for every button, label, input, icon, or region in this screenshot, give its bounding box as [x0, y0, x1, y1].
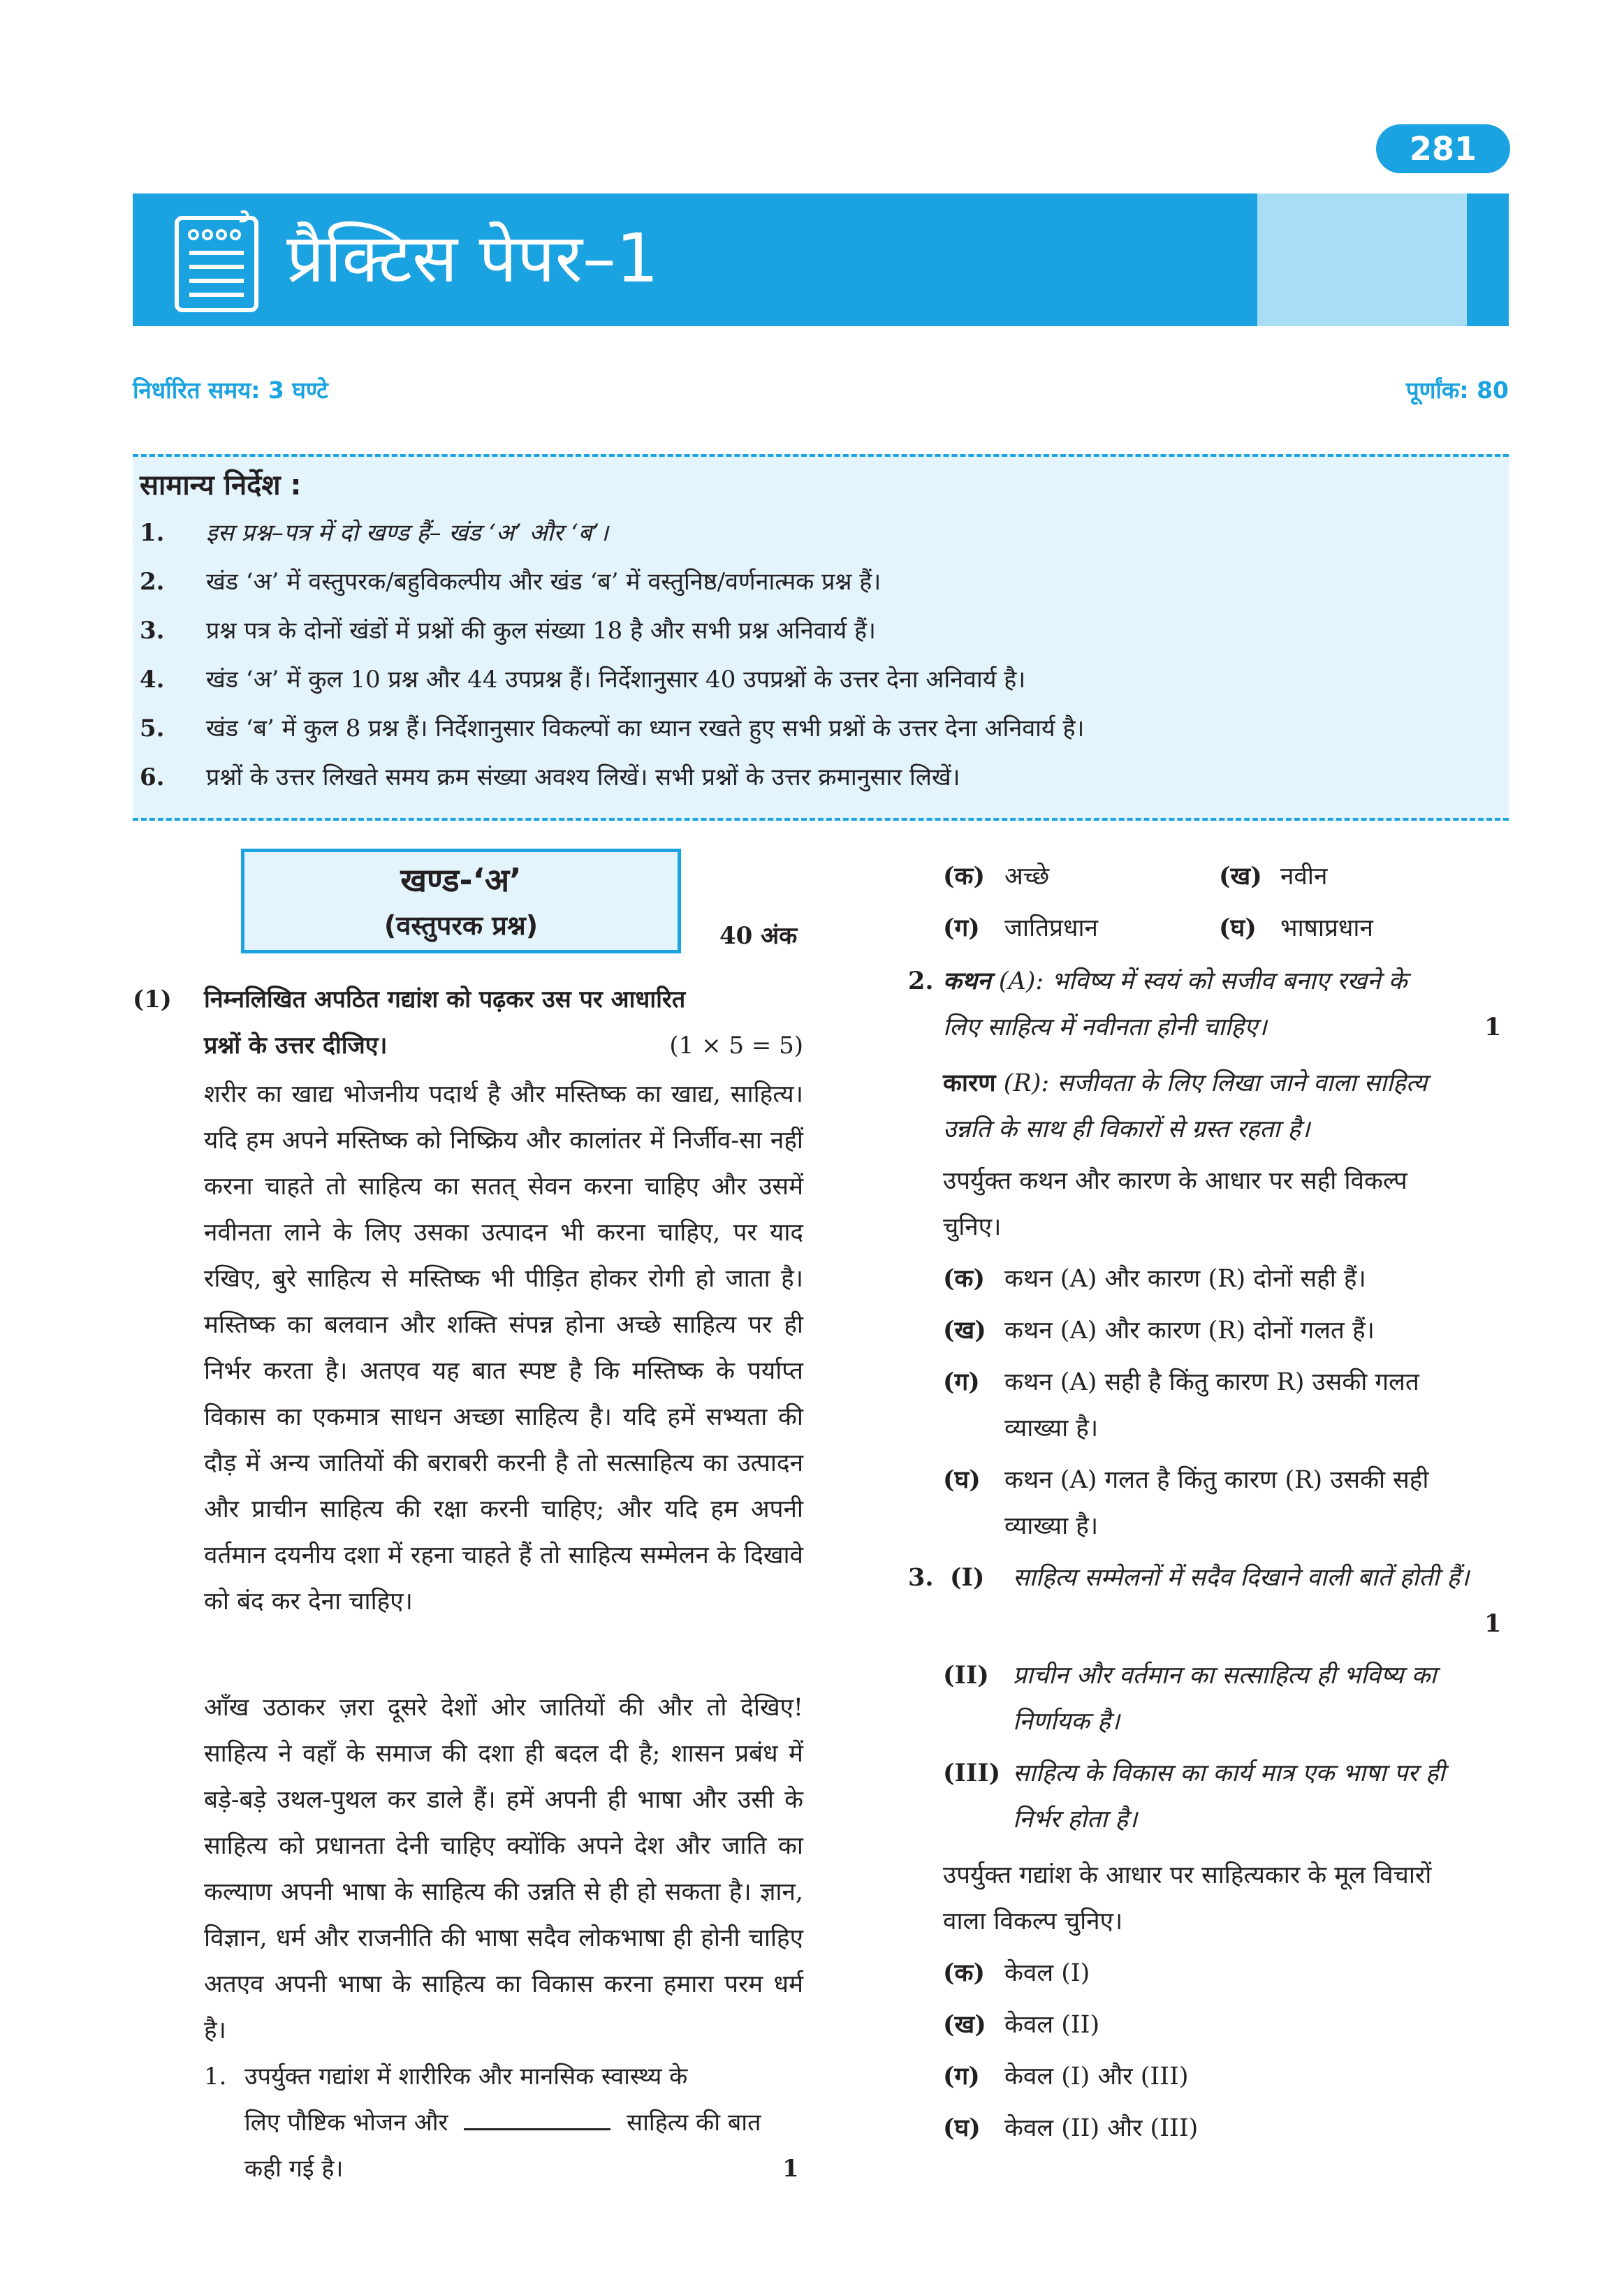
q2-number: 2.	[908, 967, 934, 995]
q1-sub1-number: 1.	[204, 2063, 227, 2091]
q3-statement-label: (II)	[943, 1661, 989, 1690]
section-title: खण्ड-‘अ’	[400, 861, 522, 899]
q3-prompt-line1: उपर्युक्त गद्यांश के आधार पर साहित्यकार के मूल विचारों	[943, 1861, 1432, 1889]
option-label: (घ)	[1219, 914, 1257, 942]
q1-instruction-line1: निम्नलिखित अपठित गद्यांश को पढ़कर उस पर आधारित	[204, 986, 686, 1013]
instruction-number: 5.	[140, 715, 165, 742]
option-text: कथन (A) और कारण (R) दोनों गलत हैं।	[1004, 1317, 1375, 1345]
option-item	[943, 1359, 1419, 1405]
q1-sub1-text-b: साहित्य की बात	[627, 2109, 761, 2137]
q1-number: (1)	[133, 986, 172, 1013]
option-item	[943, 905, 1098, 951]
q1-sub1-line1: उपर्युक्त गद्यांश में शारीरिक और मानसिक स्वास्थ्य के	[244, 2063, 688, 2091]
q3-statement-3-line2: निर्भर होता है।	[1013, 1806, 1138, 1833]
q2-kathan-line2: लिए साहित्य में नवीनता होनी चाहिए।	[943, 1013, 1267, 1041]
instruction-text: इस प्रश्न–पत्र में दो खण्ड हैं– खंड ‘अ’ और ‘ब’।	[206, 519, 609, 547]
option-text-continued: व्याख्या है।	[1004, 1414, 1099, 1442]
option-item	[1219, 905, 1373, 951]
instruction-number: 4.	[140, 666, 165, 694]
time-allowed: निर्धारित समय: 3 घण्टे	[133, 376, 328, 404]
instruction-text: खंड ‘ब’ में कुल 8 प्रश्न हैं। निर्देशानुसार विकल्पों का ध्यान रखते हुए सभी प्रश्नों के उत्तर देना अनिवार्य है।	[206, 715, 1085, 742]
option-item	[1219, 854, 1327, 900]
option-item	[943, 1308, 1375, 1354]
instruction-item	[140, 662, 1025, 697]
option-text: नवीन	[1280, 863, 1328, 891]
option-label: (घ)	[943, 1465, 981, 1494]
header-banner-stripe	[1467, 193, 1509, 326]
q3-prompt-line2: वाला विकल्प चुनिए।	[943, 1908, 1123, 1935]
option-label: (ग)	[943, 1368, 980, 1396]
q1-instruction-line2: प्रश्नों के उत्तर दीजिए।	[204, 1032, 388, 1060]
option-label: (क)	[943, 1264, 986, 1293]
passage-paragraph-1	[204, 1071, 803, 1625]
instructions-title: सामान्य निर्देश :	[140, 469, 302, 502]
header-banner-accent	[1257, 193, 1467, 326]
q2-karan-line1	[943, 1060, 1427, 1106]
option-text: कथन (A) गलत है किंतु कारण (R) उसकी सही	[1004, 1466, 1429, 1494]
option-label: (ख)	[943, 1316, 986, 1345]
option-label: (ग)	[943, 914, 980, 942]
instruction-number: 2.	[140, 568, 165, 596]
passage-text: आँख उठाकर ज़रा दूसरे देशों ओर जातियों की और तो देखिए! साहित्य ने वहाँ के समाज की दशा ही बदल दी है; शासन प्रबंध में बड़े-बड़े उथल-पुथल कर डाले हैं। हमें अपनी ही भाषा और उसी के साहित्य को प्रधानता देनी चाहिए क्योंकि अपने देश और जाति का कल्याण अपनी भाषा के साहित्य की उन्नति से ही हो सकता है। ज्ञान, विज्ञान, धर्म और राजनीति की भाषा सदैव लोकभाषा ही होनी चाहिए अतएव अपनी भाषा के साहित्य का विकास करना हमारा परम धर्म है।	[204, 1694, 803, 2044]
instruction-item	[140, 515, 608, 550]
option-text: केवल (II)	[1004, 2011, 1100, 2039]
option-item	[943, 2002, 1099, 2048]
option-text: केवल (I)	[1004, 1959, 1090, 1987]
q2-prompt-line2: चुनिए।	[943, 1213, 1002, 1241]
option-text: जातिप्रधान	[1004, 914, 1098, 942]
option-text-continued: व्याख्या है।	[1004, 1512, 1099, 1540]
instruction-text: प्रश्नों के उत्तर लिखते समय क्रम संख्या अवश्य लिखें। सभी प्रश्नों के उत्तर क्रमानुसार लिखें।	[206, 763, 960, 791]
instruction-number: 3.	[140, 617, 165, 645]
page-number: 281	[1376, 124, 1510, 173]
instruction-number: 1.	[140, 519, 165, 547]
instruction-item	[140, 613, 876, 648]
max-marks: पूर्णांक: 80	[1405, 376, 1509, 404]
instruction-item	[140, 760, 960, 795]
q3-statement-1: साहित्य सम्मेलनों में सदैव दिखाने वाली बातें होती हैं।	[1013, 1564, 1470, 1592]
option-text: कथन (A) और कारण (R) दोनों सही हैं।	[1004, 1265, 1366, 1293]
option-label: (ग)	[943, 2062, 980, 2091]
option-label: (क)	[943, 1959, 986, 1987]
option-item	[943, 1950, 1090, 1996]
q1-sub1-text-a: लिए पौष्टिक भोजन और	[244, 2109, 448, 2137]
option-item	[943, 854, 1049, 900]
option-label: (घ)	[943, 2114, 981, 2142]
q3-statement-2-line2: निर्णायक है।	[1013, 1708, 1120, 1736]
karan-text: (R): सजीवता के लिए लिखा जाने वाला साहित्य	[1003, 1069, 1428, 1097]
section-marks: 40 अंक	[719, 922, 798, 950]
instruction-number: 6.	[140, 763, 165, 791]
karan-label: कारण	[943, 1069, 996, 1097]
passage-text: शरीर का खाद्य भोजनीय पदार्थ है और मस्तिष्क का खाद्य, साहित्य। यदि हम अपने मस्तिष्क को निष्क्रिय और कालांतर में निर्जीव-सा नहीं करना चाहते तो साहित्य का सतत् सेवन करना चाहिए और उसमें नवीनता लाने के लिए उसका उत्पादन भी करना चाहिए, पर याद रखिए, बुरे साहित्य से मस्तिष्क भी पीड़ित होकर रोगी हो जाता है। मस्तिष्क का बलवान और शक्ति संपन्न होना अच्छे साहित्य पर ही निर्भर करता है। अतएव यह बात स्पष्ट है कि मस्तिष्क के पर्याप्त विकास का एकमात्र साधन अच्छा साहित्य है। यदि हमें सभ्यता की दौड़ में अन्य जातियों की बराबरी करनी है तो सत्साहित्य का उत्पादन और प्राचीन साहित्य की रक्षा करनी चाहिए; और यदि हम अपनी वर्तमान दयनीय दशा में रहना चाहते हैं तो साहित्य सम्मेलन के दिखावे को बंद कर देना चाहिए।	[204, 1081, 803, 1616]
q3-statement-label: (III)	[943, 1759, 1001, 1787]
q3-statement-label: (I)	[950, 1563, 985, 1592]
option-item	[943, 2105, 1198, 2151]
instruction-text: खंड ‘अ’ में वस्तुपरक/बहुविकल्पीय और खंड ‘ब’ में वस्तुनिष्ठ/वर्णनात्मक प्रश्न हैं।	[206, 568, 882, 596]
option-text: केवल (II) और (III)	[1004, 2114, 1199, 2142]
q2-kathan-line1	[943, 958, 1407, 1004]
option-label: (ख)	[1219, 862, 1262, 891]
kathan-label: कथन	[943, 967, 991, 995]
option-text: केवल (I) और (III)	[1004, 2063, 1189, 2091]
option-item	[943, 1457, 1428, 1503]
option-label: (ख)	[943, 2010, 986, 2039]
q2-marks: 1	[1484, 1013, 1502, 1041]
option-label: (क)	[943, 862, 986, 891]
q1-sub1-line3: कही गई है।	[244, 2155, 344, 2183]
instruction-item	[140, 564, 881, 599]
q3-marks: 1	[1484, 1609, 1502, 1638]
kathan-text: (A): भविष्य में स्वयं को सजीव बनाए रखने के	[998, 967, 1407, 995]
notepad-icon	[171, 210, 262, 314]
q1-marks: (1 × 5 = 5)	[669, 1032, 803, 1060]
q1-sub1-marks: 1	[782, 2155, 799, 2183]
q3-statement-3-line1: साहित्य के विकास का कार्य मात्र एक भाषा पर ही	[1013, 1759, 1445, 1787]
option-item	[943, 2054, 1189, 2100]
instruction-text: प्रश्न पत्र के दोनों खंडों में प्रश्नों की कुल संख्या 18 है और सभी प्रश्न अनिवार्य हैं।	[206, 617, 876, 645]
q3-statement-2-line1: प्राचीन और वर्तमान का सत्साहित्य ही भविष्य का	[1013, 1662, 1437, 1690]
passage-paragraph-2	[204, 1685, 803, 2054]
q2-prompt-line1: उपर्युक्त कथन और कारण के आधार पर सही विकल्प	[943, 1167, 1407, 1195]
q1-sub1-line2	[244, 2100, 761, 2146]
option-text: कथन (A) सही है किंतु कारण R) उसकी गलत	[1004, 1368, 1419, 1396]
instruction-text: खंड ‘अ’ में कुल 10 प्रश्न और 44 उपप्रश्न हैं। निर्देशानुसार 40 उपप्रश्नों के उत्तर देना अनिवार्य है।	[206, 666, 1026, 694]
fill-in-blank	[464, 2107, 610, 2130]
section-subtitle: (वस्तुपरक प्रश्न)	[383, 910, 539, 941]
option-text: भाषाप्रधान	[1280, 914, 1373, 942]
q2-karan-line2: उन्नति के साथ ही विकारों से ग्रस्त रहता है।	[943, 1115, 1310, 1143]
option-item	[943, 1256, 1366, 1302]
option-text: अच्छे	[1004, 863, 1050, 891]
q3-number: 3.	[908, 1563, 934, 1592]
page-title: प्रैक्टिस पेपर–1	[286, 219, 659, 298]
instruction-item	[140, 711, 1084, 746]
